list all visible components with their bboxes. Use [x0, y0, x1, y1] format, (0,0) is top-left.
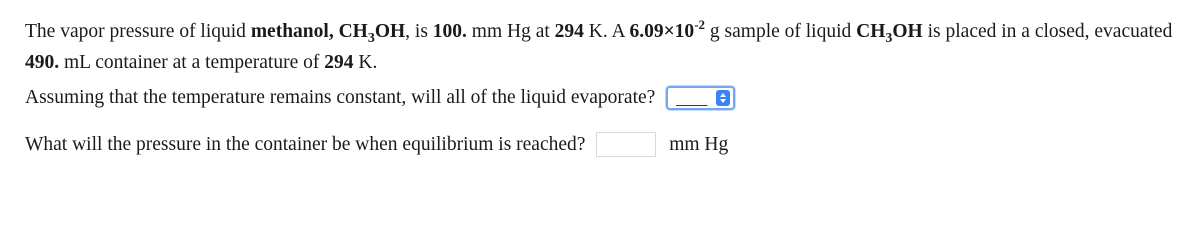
chevron-down-icon	[720, 99, 726, 103]
question-pressure-text: What will the pressure in the container be when equilibrium is reached?	[25, 134, 586, 155]
problem-text: , is	[405, 21, 433, 42]
question-pressure	[25, 133, 728, 158]
problem-text: mm Hg at	[466, 21, 555, 42]
problem-text: mL container at a temperature of	[59, 52, 325, 73]
evaporate-select[interactable]	[666, 86, 735, 110]
pressure-input[interactable]	[596, 132, 656, 157]
pressure-unit: mm Hg	[669, 134, 729, 155]
problem-text: g sample of liquid	[705, 21, 857, 42]
problem-text: The vapor pressure of liquid	[25, 21, 251, 42]
compound-name-text: methanol, CH	[250, 21, 368, 42]
formula	[856, 21, 923, 46]
compound-tail: OH	[374, 21, 406, 42]
mass-value	[629, 17, 706, 42]
compound-name	[250, 21, 406, 46]
formula-ch: CH	[856, 21, 886, 42]
formula-oh: OH	[892, 21, 923, 42]
vapor-pressure-value: 100.	[432, 21, 467, 42]
question-evaporate	[25, 86, 735, 111]
temperature-value: 294	[324, 52, 354, 73]
problem-text: is placed in a closed, evacuated	[922, 21, 1173, 42]
chevron-up-icon	[720, 93, 726, 97]
compound-subscript: 3	[367, 31, 375, 46]
evaporate-select-value: ____	[676, 89, 708, 106]
question-evaporate-text: Assuming that the temperature remains constant, will all of the liquid evaporate?	[25, 87, 656, 108]
problem-text: K.	[353, 52, 378, 73]
formula-subscript: 3	[885, 31, 893, 46]
select-chevron-icon	[716, 90, 730, 106]
volume-value: 490.	[25, 52, 60, 73]
mass-coefficient: 6.09×10	[629, 21, 695, 42]
temperature-value: 294	[554, 21, 584, 42]
problem-statement	[25, 17, 1190, 77]
mass-exponent: -2	[694, 17, 706, 32]
problem-text: K. A	[583, 21, 630, 42]
